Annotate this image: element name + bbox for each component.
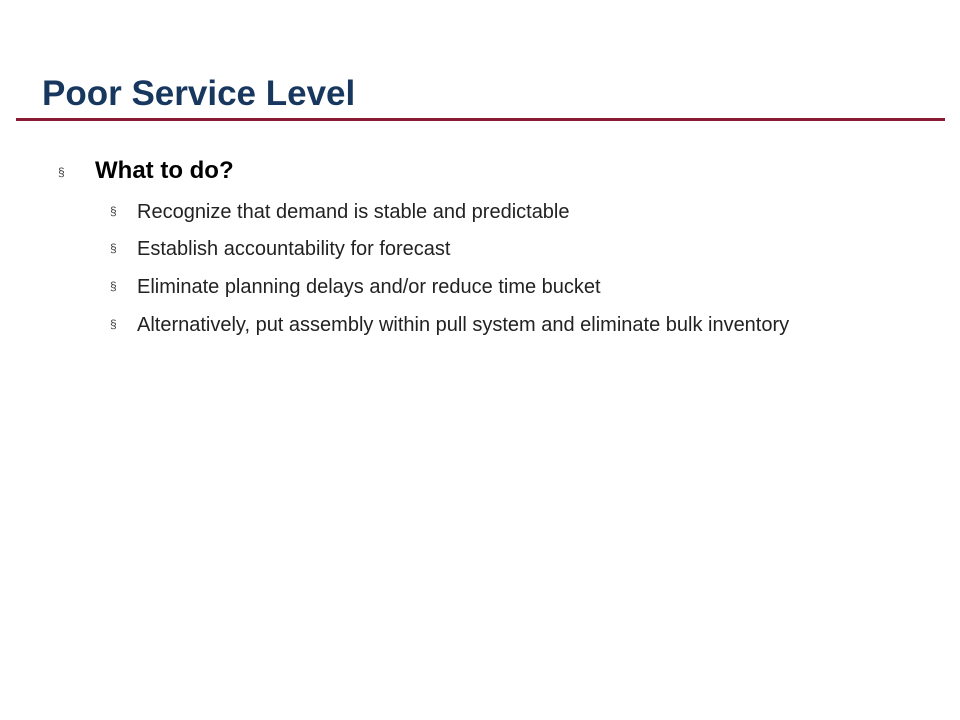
sub-bullet-text: Eliminate planning delays and/or reduce time bucket xyxy=(137,276,601,298)
sub-bullet-text: Establish accountability for forecast xyxy=(137,238,451,260)
sub-bullet xyxy=(110,198,897,227)
slide-title: Poor Service Level xyxy=(42,74,356,113)
square-bullet-icon: § xyxy=(110,241,117,255)
sub-bullet xyxy=(110,311,897,340)
title-divider xyxy=(16,118,945,121)
main-bullet-text: What to do? xyxy=(95,157,234,184)
sub-bullet xyxy=(110,273,897,302)
square-bullet-icon: § xyxy=(110,279,117,293)
square-bullet-icon: § xyxy=(110,317,117,331)
main-bullet xyxy=(58,156,234,186)
sub-bullet xyxy=(110,235,897,264)
sub-bullet-text: Recognize that demand is stable and predictable xyxy=(137,201,570,223)
sub-bullet-text: Alternatively, put assembly within pull system and eliminate bulk inventory xyxy=(137,314,790,336)
square-bullet-icon: § xyxy=(58,165,65,179)
square-bullet-icon: § xyxy=(110,204,117,218)
